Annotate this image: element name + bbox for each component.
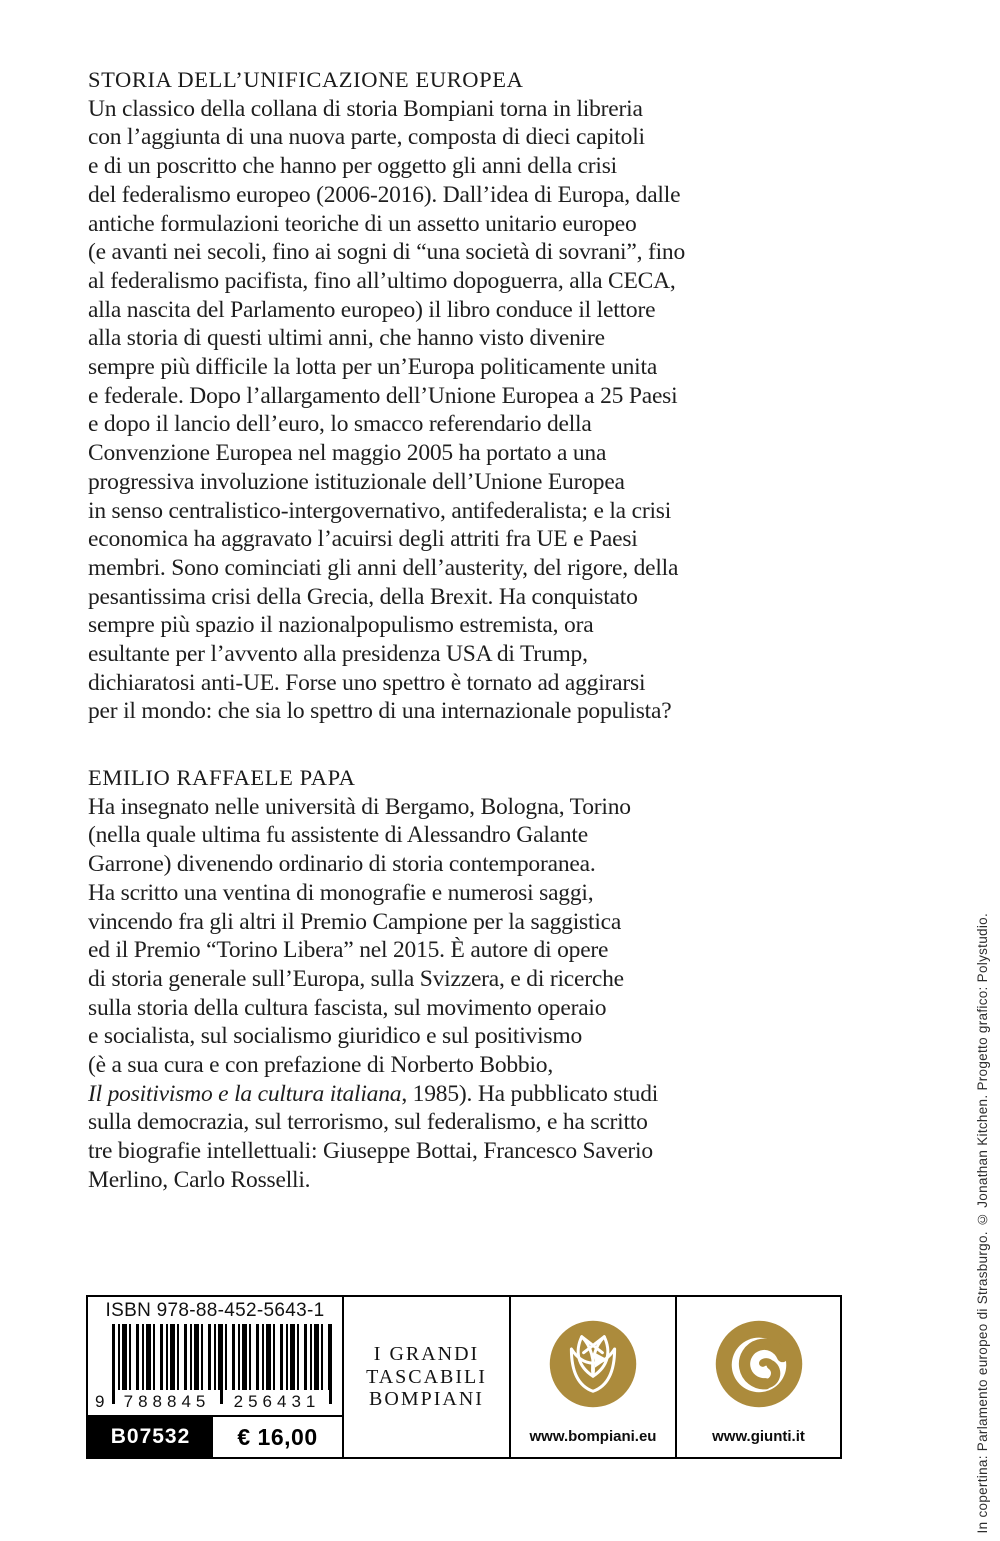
text-line: in senso centralistico-intergovernativo, antifederalista; e la crisi xyxy=(88,497,672,524)
text-line: e federale. Dopo l’allargamento dell’Unione Europea a 25 Paesi xyxy=(88,382,678,409)
barcode-digit-group2: 256431 xyxy=(233,1392,321,1411)
text-line: sempre più spazio il nazionalpopulismo estremista, ora xyxy=(88,612,594,639)
text-line: sulla storia della cultura fascista, sul movimento operaio xyxy=(88,994,607,1021)
text-line: membri. Sono cominciati gli anni dell’austerity, del rigore, della xyxy=(88,554,679,581)
price-row xyxy=(88,1415,342,1457)
giunti-box xyxy=(677,1295,842,1459)
book-title: STORIA DELL’UNIFICAZIONE EUROPEA xyxy=(88,67,524,92)
synopsis-section xyxy=(88,66,848,726)
text-line: vincendo fra gli altri il Premio Campione per la saggistica xyxy=(88,908,622,935)
text-line: Ha insegnato nelle università di Bergamo, Bologna, Torino xyxy=(88,793,631,820)
text-line: (è a sua cura e con prefazione di Norberto Bobbio, xyxy=(88,1052,554,1079)
text-line: alla storia di questi ultimi anni, che hanno visto divenire xyxy=(88,325,605,352)
series-box xyxy=(344,1295,511,1459)
text-line: sempre più difficile la lotta per un’Europa politicamente unita xyxy=(88,354,658,381)
giunti-url: www.giunti.it xyxy=(712,1428,805,1445)
text-line: (nella quale ultima fu assistente di Alessandro Galante xyxy=(88,822,588,849)
author-section xyxy=(88,764,848,1195)
text-line: e socialista, sul socialismo giuridico e sul positivismo xyxy=(88,1023,583,1050)
bompiani-url: www.bompiani.eu xyxy=(529,1428,657,1445)
text-line: sulla democrazia, sul terrorismo, sul federalismo, e ha scritto xyxy=(88,1109,648,1136)
cover-credit-vertical: In copertina: Parlamento europeo di Strasburgo. © Jonathan Kitchen. Progetto grafico: Polystudio. xyxy=(975,912,990,1533)
barcode xyxy=(95,1324,332,1415)
barcode-box xyxy=(86,1295,344,1459)
price: € 16,00 xyxy=(237,1423,318,1450)
bompiani-flower-icon xyxy=(546,1317,640,1411)
text-line: I GRANDI xyxy=(373,1343,480,1366)
text-line: Un classico della collana di storia Bompiani torna in libreria xyxy=(88,95,643,122)
text-line: e di un poscritto che hanno per oggetto gli anni della crisi xyxy=(88,153,618,180)
barcode-digits xyxy=(95,1390,332,1412)
text-line: di storia generale sull’Europa, sulla Svizzera, e di ricerche xyxy=(88,965,624,992)
synopsis-text xyxy=(88,95,848,726)
author-name: EMILIO RAFFAELE PAPA xyxy=(88,765,356,790)
text-line: progressiva involuzione istituzionale dell’Unione Europea xyxy=(88,468,625,495)
text-line: dichiaratosi anti-UE. Forse uno spettro è tornato ad aggirarsi xyxy=(88,669,646,696)
text-line: ed il Premio “Torino Libera” nel 2015. È autore di opere xyxy=(88,937,609,964)
text-line: al federalismo pacifista, fino all’ultimo dopoguerra, alla CECA, xyxy=(88,267,676,294)
text-line: Merlino, Carlo Rosselli. xyxy=(88,1166,311,1193)
text-line: esultante per l’avvento alla presidenza USA di Trump, xyxy=(88,641,588,668)
text-line: Convenzione Europea nel maggio 2005 ha portato a una xyxy=(88,440,607,467)
text-line: Il positivismo e la cultura italiana, 1985). Ha pubblicato studi xyxy=(88,1080,659,1107)
text-line: del federalismo europeo (2006-2016). Dall’idea di Europa, dalle xyxy=(88,181,681,208)
text-line: e dopo il lancio dell’euro, lo smacco referendario della xyxy=(88,411,592,438)
text-line: (e avanti nei secoli, fino ai sogni di “una società di sovrani”, fino xyxy=(88,239,686,266)
text-line: con l’aggiunta di una nuova parte, composta di dieci capitoli xyxy=(88,124,645,151)
text-line: antiche formulazioni teoriche di un assetto unitario europeo xyxy=(88,210,637,237)
text-line: Garrone) divenendo ordinario di storia contemporanea. xyxy=(88,851,596,878)
text-line: alla nascita del Parlamento europeo) il libro conduce il lettore xyxy=(88,296,656,323)
text-line: tre biografie intellettuali: Giuseppe Bottai, Francesco Saverio xyxy=(88,1138,653,1165)
text-line: per il mondo: che sia lo spettro di una internazionale populista? xyxy=(88,698,672,725)
text-line: BOMPIANI xyxy=(369,1388,484,1411)
isbn-label: ISBN 978-88-452-5643-1 xyxy=(105,1300,325,1321)
text-line: TASCABILI xyxy=(366,1365,487,1388)
giunti-swirl-icon xyxy=(712,1317,806,1411)
barcode-digit-group1: 788845 xyxy=(123,1392,211,1411)
bompiani-box xyxy=(511,1295,677,1459)
publisher-strip xyxy=(86,1295,842,1459)
edition-code: B07532 xyxy=(88,1417,213,1457)
text-line: Ha scritto una ventina di monografie e numerosi saggi, xyxy=(88,879,594,906)
text-line: economica ha aggravato l’acuirsi degli attriti fra UE e Paesi xyxy=(88,526,638,553)
barcode-digit-lead: 9 xyxy=(95,1392,105,1411)
text-line: pesantissima crisi della Grecia, della Brexit. Ha conquistato xyxy=(88,583,638,610)
author-bio xyxy=(88,793,848,1195)
